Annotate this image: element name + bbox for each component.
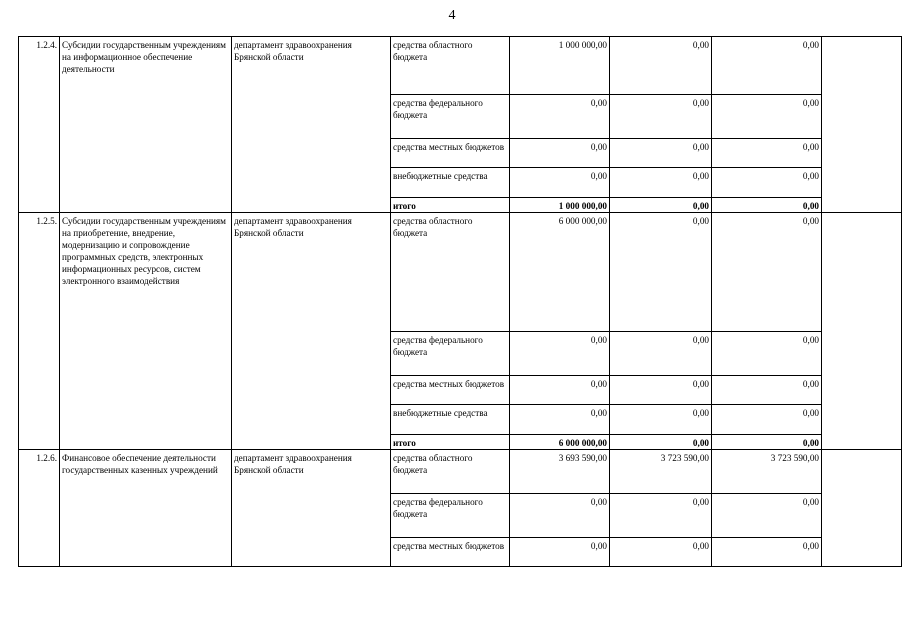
value-cell: 0,00 (610, 405, 712, 435)
value-cell: 0,00 (610, 332, 712, 376)
funding-source: средства местных бюджетов (391, 376, 510, 405)
value-cell: 0,00 (610, 538, 712, 567)
value-cell: 3 723 590,00 (712, 450, 822, 494)
item-executor: департамент здравоохранения Брянской области (232, 37, 391, 213)
value-cell: 0,00 (510, 332, 610, 376)
value-cell: 0,00 (510, 405, 610, 435)
funding-source: средства федерального бюджета (391, 95, 510, 139)
value-cell: 0,00 (712, 198, 822, 213)
budget-table (18, 36, 902, 567)
value-cell: 0,00 (610, 37, 712, 95)
item-name: Субсидии государственным учреждениям на информационное обеспечение деятельности (60, 37, 232, 213)
value-cell: 0,00 (610, 95, 712, 139)
value-cell: 0,00 (510, 376, 610, 405)
value-cell: 0,00 (510, 95, 610, 139)
item-code: 1.2.6. (19, 450, 60, 567)
value-cell: 0,00 (610, 139, 712, 168)
value-cell: 0,00 (610, 376, 712, 405)
empty-cell (822, 213, 902, 450)
funding-source: средства федерального бюджета (391, 494, 510, 538)
value-cell: 0,00 (510, 494, 610, 538)
item-name: Финансовое обеспечение деятельности государственных казенных учреждений (60, 450, 232, 567)
value-cell: 0,00 (510, 168, 610, 198)
value-cell: 0,00 (610, 494, 712, 538)
value-cell: 6 000 000,00 (510, 213, 610, 332)
value-cell: 0,00 (712, 168, 822, 198)
item-code: 1.2.4. (19, 37, 60, 213)
item-name: Субсидии государственным учреждениям на приобретение, внедрение, модернизацию и сопровождение программных средств, электронных информационных ресурсов, систем электронного взаимодействия (60, 213, 232, 450)
value-cell: 0,00 (712, 376, 822, 405)
table-row (19, 37, 902, 95)
value-cell: 1 000 000,00 (510, 198, 610, 213)
value-cell: 0,00 (610, 198, 712, 213)
value-cell: 0,00 (712, 139, 822, 168)
value-cell: 0,00 (510, 538, 610, 567)
value-cell: 0,00 (712, 494, 822, 538)
funding-source: внебюджетные средства (391, 168, 510, 198)
value-cell: 0,00 (712, 213, 822, 332)
funding-source: средства федерального бюджета (391, 332, 510, 376)
value-cell: 0,00 (712, 405, 822, 435)
value-cell: 0,00 (712, 538, 822, 567)
value-cell: 0,00 (610, 168, 712, 198)
value-cell: 0,00 (712, 332, 822, 376)
funding-source: внебюджетные средства (391, 405, 510, 435)
value-cell: 1 000 000,00 (510, 37, 610, 95)
page-number: 4 (448, 8, 457, 23)
empty-cell (822, 450, 902, 567)
value-cell: 3 723 590,00 (610, 450, 712, 494)
funding-source: средства областного бюджета (391, 37, 510, 95)
funding-source: средства областного бюджета (391, 450, 510, 494)
item-executor: департамент здравоохранения Брянской области (232, 213, 391, 450)
empty-cell (822, 37, 902, 213)
funding-source: итого (391, 198, 510, 213)
value-cell: 0,00 (712, 95, 822, 139)
value-cell: 0,00 (610, 435, 712, 450)
value-cell: 3 693 590,00 (510, 450, 610, 494)
funding-source: средства местных бюджетов (391, 538, 510, 567)
value-cell: 0,00 (610, 213, 712, 332)
table-row (19, 213, 902, 332)
value-cell: 6 000 000,00 (510, 435, 610, 450)
table-row (19, 450, 902, 494)
funding-source: средства местных бюджетов (391, 139, 510, 168)
funding-source: средства областного бюджета (391, 213, 510, 332)
funding-source: итого (391, 435, 510, 450)
item-executor: департамент здравоохранения Брянской области (232, 450, 391, 567)
value-cell: 0,00 (510, 139, 610, 168)
value-cell: 0,00 (712, 435, 822, 450)
item-code: 1.2.5. (19, 213, 60, 450)
value-cell: 0,00 (712, 37, 822, 95)
